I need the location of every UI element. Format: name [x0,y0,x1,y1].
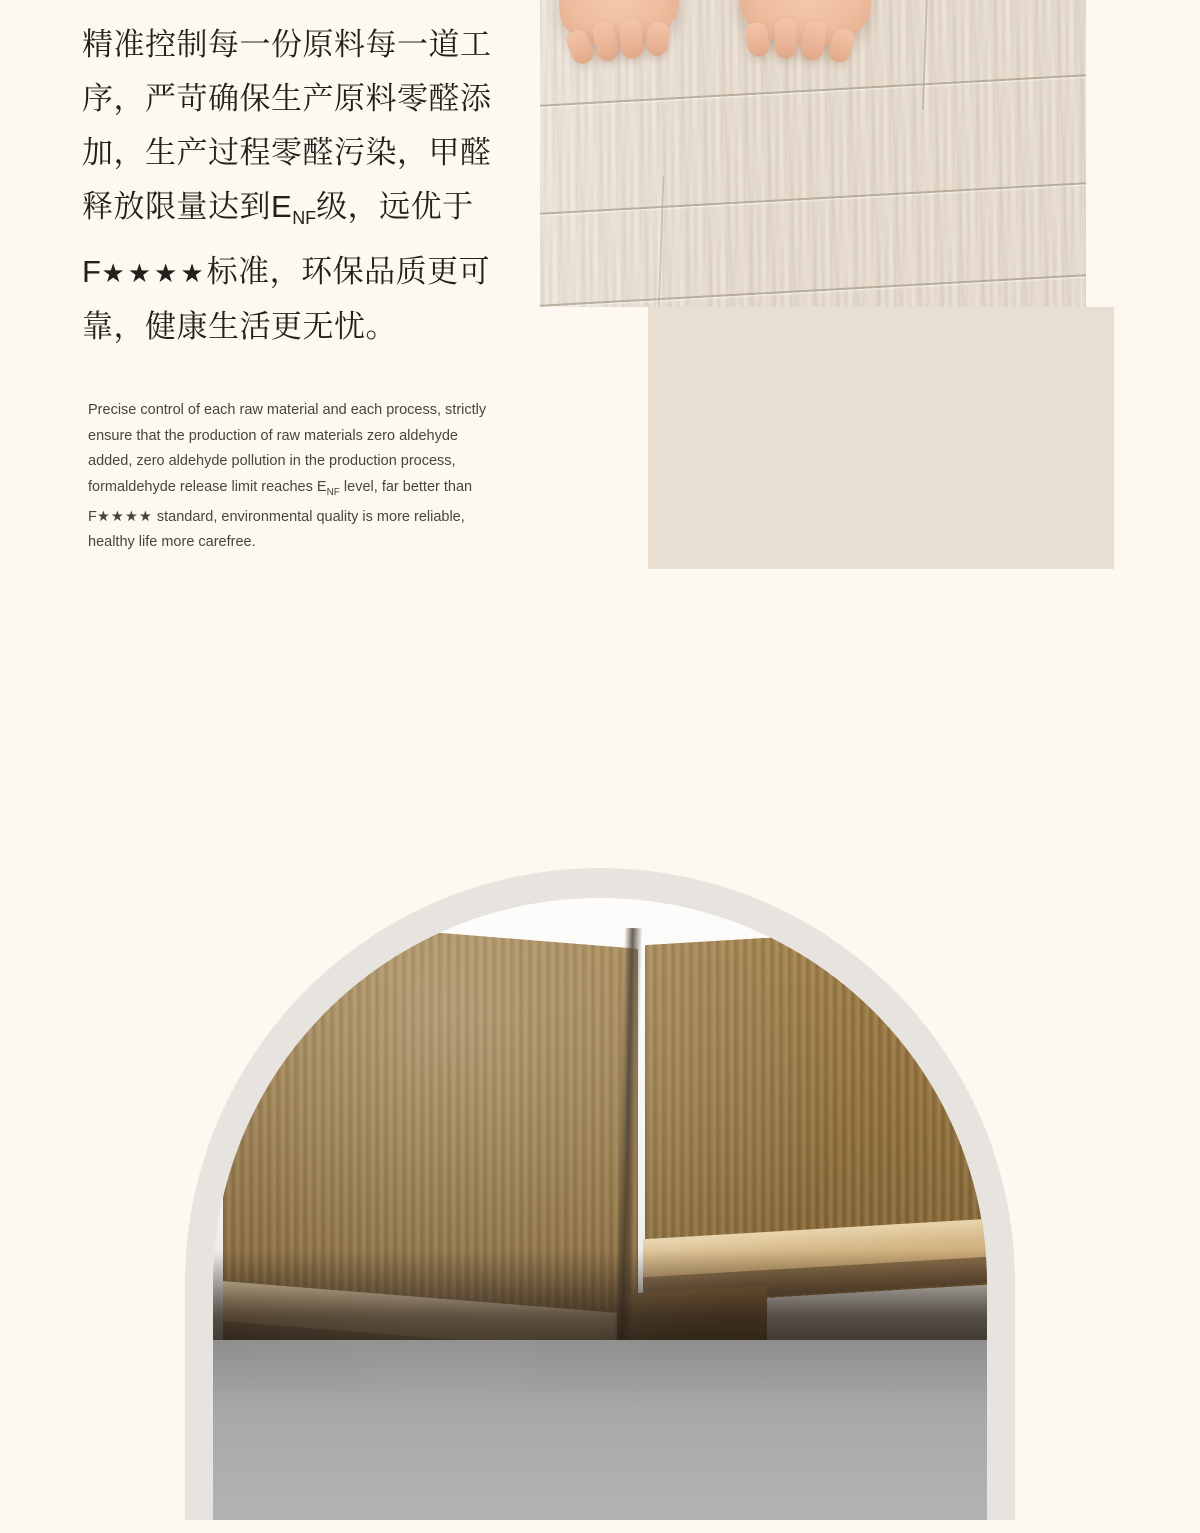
cn-text-part-3: 标准，环保品质更可靠，健康生活更无忧。 [82,254,491,345]
hero-photo-baby-on-floor [540,0,1086,307]
chinese-description-paragraph [82,18,522,354]
product-photo-arch-figure [185,868,1015,1520]
en-text-part-3: standard, environmental quality is more reliable, healthy life more carefree. [88,508,465,551]
grey-base-floor [213,1340,987,1520]
english-description-paragraph [88,398,488,556]
baby-hand-left [553,0,683,52]
en-subscript-nf: NF [326,486,340,498]
en-text-part-2: level, far better than F [88,478,473,525]
en-star-rating: ★★★★ [96,508,153,525]
finger [775,19,797,59]
cn-subscript-nf: NF [292,208,317,229]
product-photo-clip [213,898,987,1520]
cn-star-rating: ★★★★ [101,258,207,289]
finger [619,18,644,59]
decorative-color-block [648,307,1114,569]
cn-text-part-2: 级，远优于F [82,189,474,290]
en-text-part-1: Precise control of each raw material and each process, strictly ensure that the production of raw materials zero aldehyde added, zero aldehyde pollution in the production process, formaldehyde release limit reaches E [88,402,487,495]
floorboard-scene [213,898,987,1520]
cn-text-part-1: 精准控制每一份原料每一道工序，严苛确保生产原料零醛添加，生产过程零醛污染，甲醛释放限量达到E [82,27,492,224]
